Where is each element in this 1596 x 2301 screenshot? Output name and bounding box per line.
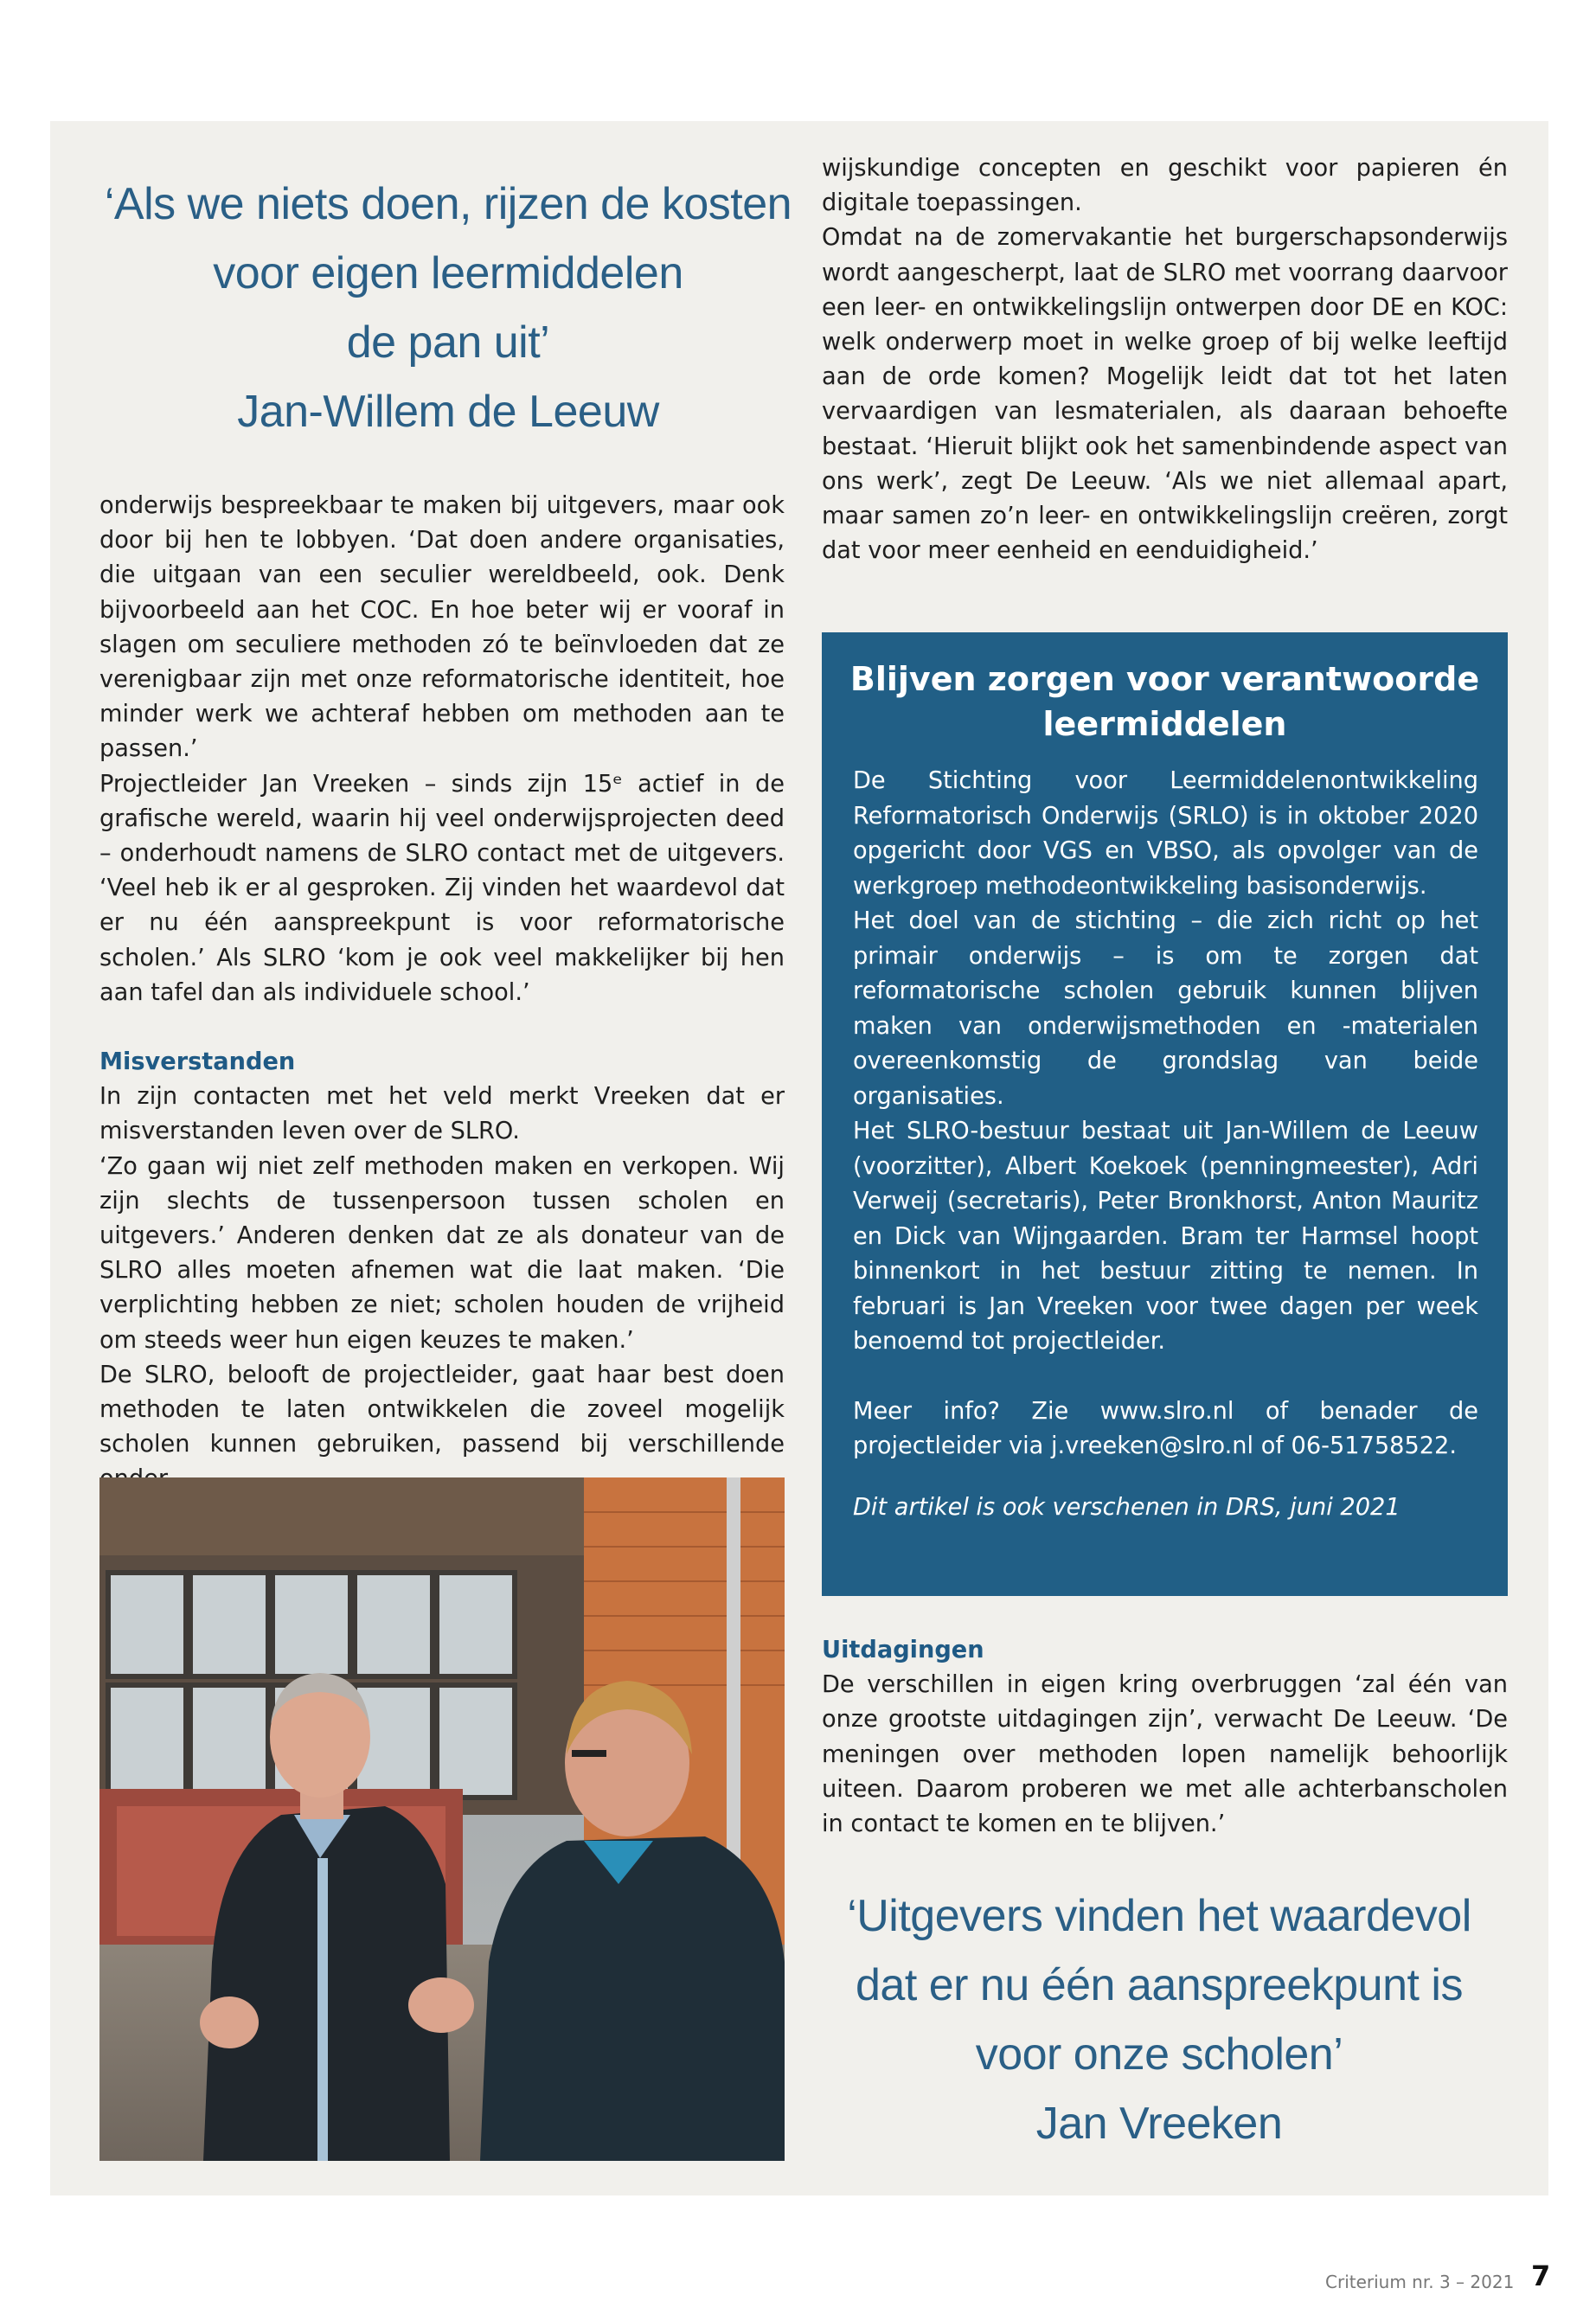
info-box-paragraph: Het SLRO-bestuur bestaat uit Jan-Willem de Leeuw (voorzitter), Albert Koekoek (penningmeester), Adri Verweij (secretaris), Peter Bronkhorst, Anton Mauritz en Dick van Wijngaarden. Bram ter Harmsel hoopt binnenkort in het bestuur zitting te nemen. In februari is Jan Vreeken voor twee dagen per week benoemd tot projectleider. [853,1118,1478,1355]
pull-quote-line: dat er nu één aanspreekpunt is [856,1960,1463,2010]
pull-quote-line: ‘Als we niets doen, rijzen de kosten [104,179,792,229]
section-heading-misverstanden: Misverstanden [99,1048,296,1076]
paragraph: onderwijs bespreekbaar te maken bij uitgevers, maar ook door bij hen te lobbyen. ‘Dat doen andere organisaties, die uitgaan van een seculier wereldbeeld, ook. Denk bijvoorbeeld aan het COC. En hoe beter wij er vooraf in slagen om seculiere methoden zó te beïnvloeden dat ze verenigbaar zijn met onze reformatorische identiteit, hoe minder werk we achteraf hebben om methoden aan te passen.’ [99,492,785,763]
article-photo [99,1477,785,2161]
paragraph: ‘Zo gaan wij niet zelf methoden maken en verkopen. Wij zijn slechts de tussenpersoon tussen scholen en uitgevers.’ Anderen denken dat ze als donateur van de SLRO alles moeten afnemen wat die laat maken. ‘Die verplichting hebben ze niet; scholen houden de vrijheid om steeds weer hun eigen keuzes te maken.’ [99,1152,785,1354]
pull-quote-bottom [817,1881,1501,2158]
paragraph: De verschillen in eigen kring overbruggen ‘zal één van onze grootste uitdagingen zijn’, verwacht De Leeuw. ‘De meningen over methoden lopen namelijk behoorlijk uiteen. Daarom proberen we met alle achterbanscholen in contact te komen en te blijven.’ [822,1671,1508,1838]
info-box-body [853,764,1478,1525]
pull-quote-author: Jan-Willem de Leeuw [237,387,659,437]
info-box-paragraph: Het doel van de stichting – die zich richt op het primair onderwijs – is om te zorgen dat reformatorische scholen gebruik kunnen blijven maken van onderwijsmethoden en -materialen overeenkomstig de grondslag van beide organisaties. [853,907,1478,1110]
pull-quote-line: de pan uit’ [346,317,550,368]
paragraph: In zijn contacten met het veld merkt Vreeken dat er misverstanden leven over de SLRO. [99,1083,785,1145]
info-box-paragraph: De Stichting voor Leermiddelenontwikkeling Reformatorisch Onderwijs (SRLO) is in oktober 2020 opgericht door VGS en VBSO, als opvolger van de werkgroep methodeontwikkeling basisonderwijs. [853,767,1478,900]
info-box-note: Dit artikel is ook verschenen in DRS, juni 2021 [853,1493,1401,1521]
spacer [853,1465,1478,1490]
paragraph: Projectleider Jan Vreeken – sinds zijn 15ᵉ actief in de grafische wereld, waarin hij veel onderwijsprojecten deed – onderhoudt namens de SLRO contact met de uitgevers. ‘Veel heb ik er al gesproken. Zij vinden het waardevol dat er nu één aanspreekpunt is voor reformatorische scholen.’ Als SLRO ‘kom je ook veel makkelijker bij hen aan tafel dan als individuele school.’ [99,770,785,1006]
info-box-title: Blijven zorgen voor verantwoorde leermiddelen [849,660,1480,743]
pull-quote-line: ‘Uitgevers vinden het waardevol [847,1891,1471,1941]
footer-publication: Criterium nr. 3 – 2021 [1325,2272,1515,2292]
section-heading-uitdagingen: Uitdagingen [822,1637,984,1663]
info-box-more-info: Meer info? Zie www.slro.nl of benader de projectleider via j.vreeken@slro.nl of 06-51758522. [853,1397,1478,1459]
uitdagingen-section [822,1633,1508,1842]
pull-quote-top [85,170,811,446]
pull-quote-line: voor onze scholen’ [975,2029,1343,2080]
paragraph: De SLRO, belooft de projectleider, gaat haar best doen methoden te laten ontwikkelen die zoveel mogelijk scholen kunnen gebruiken, passend bij verschillende [99,1361,785,1458]
pull-quote-author: Jan Vreeken [1035,2099,1283,2149]
left-column-text [99,489,785,1497]
info-box [822,632,1508,1596]
right-column-text [822,151,1508,568]
paragraph: Omdat na de zomervakantie het burgerschapsonderwijs wordt aangescherpt, laat de SLRO met voorrang daarvoor een leer- en ontwikkelingslijn ontwerpen door DE en KOC: welk onderwerp moet in welke groep of bij welke leeftijd aan de orde komen? Mogelijk leidt dat tot het laten vervaardigen van lesmaterialen, als daaraan behoefte bestaat. ‘Hieruit blijkt ook het samenbindende aspect van ons werk’, zegt De Leeuw. ‘Als we niet allemaal apart, maar samen zo’n leer- en ontwikkelingslijn creëren, zorgt dat voor meer eenheid en eenduidigheid.’ [822,224,1508,565]
spacer [99,1010,785,1045]
paragraph: wijskundige concepten en geschikt voor papieren én digitale toepassingen. [822,155,1508,217]
page-number: 7 [1531,2259,1551,2292]
pull-quote-line: voor eigen leermiddelen [213,248,683,298]
spacer [853,1360,1478,1394]
